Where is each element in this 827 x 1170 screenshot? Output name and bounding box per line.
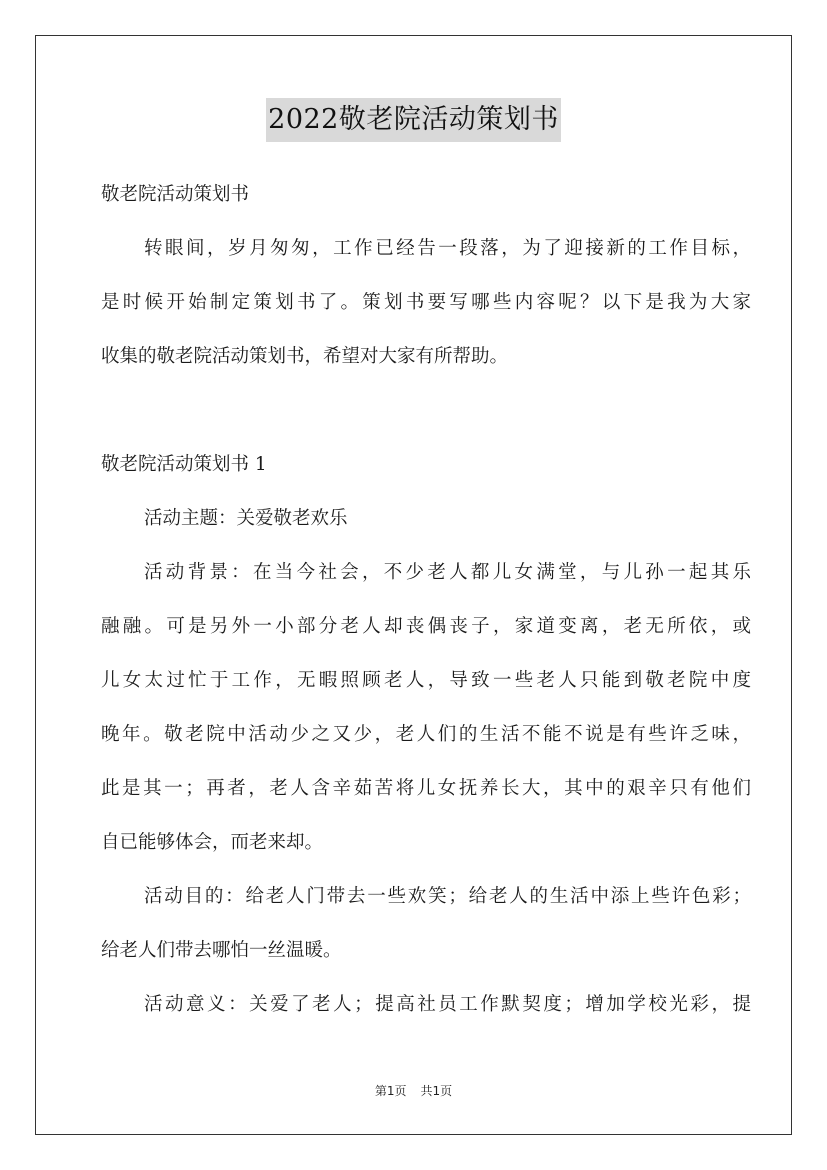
document-title: 2022敬老院活动策划书 <box>266 98 561 142</box>
intro-line: 转眼间，岁月匆匆，工作已经告一段落，为了迎接新的工作目标， <box>144 238 751 259</box>
theme-line: 活动主题：关爱敬老欢乐 <box>144 508 348 529</box>
intro-line: 收集的敬老院活动策划书，希望对大家有所帮助。 <box>101 346 509 367</box>
page-total: 共1页 <box>420 1084 453 1098</box>
title-container <box>0 98 827 142</box>
background-line: 融融。可是另外一小部分老人却丧偶丧子，家道变离，老无所依，或 <box>101 616 751 637</box>
section-heading: 敬老院活动策划书 1 <box>101 454 267 475</box>
significance-line: 活动意义：关爱了老人；提高社员工作默契度；增加学校光彩，提 <box>144 994 751 1015</box>
background-line: 活动背景：在当今社会，不少老人都儿女满堂，与儿孙一起其乐 <box>144 562 751 583</box>
page-footer <box>0 1082 827 1099</box>
purpose-line: 给老人们带去哪怕一丝温暖。 <box>101 940 342 961</box>
page-number: 第1页 <box>374 1084 407 1098</box>
background-line: 此是其一；再者，老人含辛茹苦将儿女抚养长大，其中的艰辛只有他们 <box>101 778 751 799</box>
background-line: 自已能够体会，而老来却。 <box>101 832 324 853</box>
document-body <box>101 168 751 1032</box>
document-subtitle: 敬老院活动策划书 <box>101 184 250 205</box>
background-line: 晚年。敬老院中活动少之又少，老人们的生活不能不说是有些许乏味， <box>101 724 751 745</box>
purpose-line: 活动目的：给老人门带去一些欢笑；给老人的生活中添上些许色彩； <box>144 886 751 907</box>
blank-line <box>101 384 751 438</box>
intro-line: 是时候开始制定策划书了。策划书要写哪些内容呢？以下是我为大家 <box>101 292 751 313</box>
background-line: 儿女太过忙于工作，无暇照顾老人，导致一些老人只能到敬老院中度 <box>101 670 751 691</box>
